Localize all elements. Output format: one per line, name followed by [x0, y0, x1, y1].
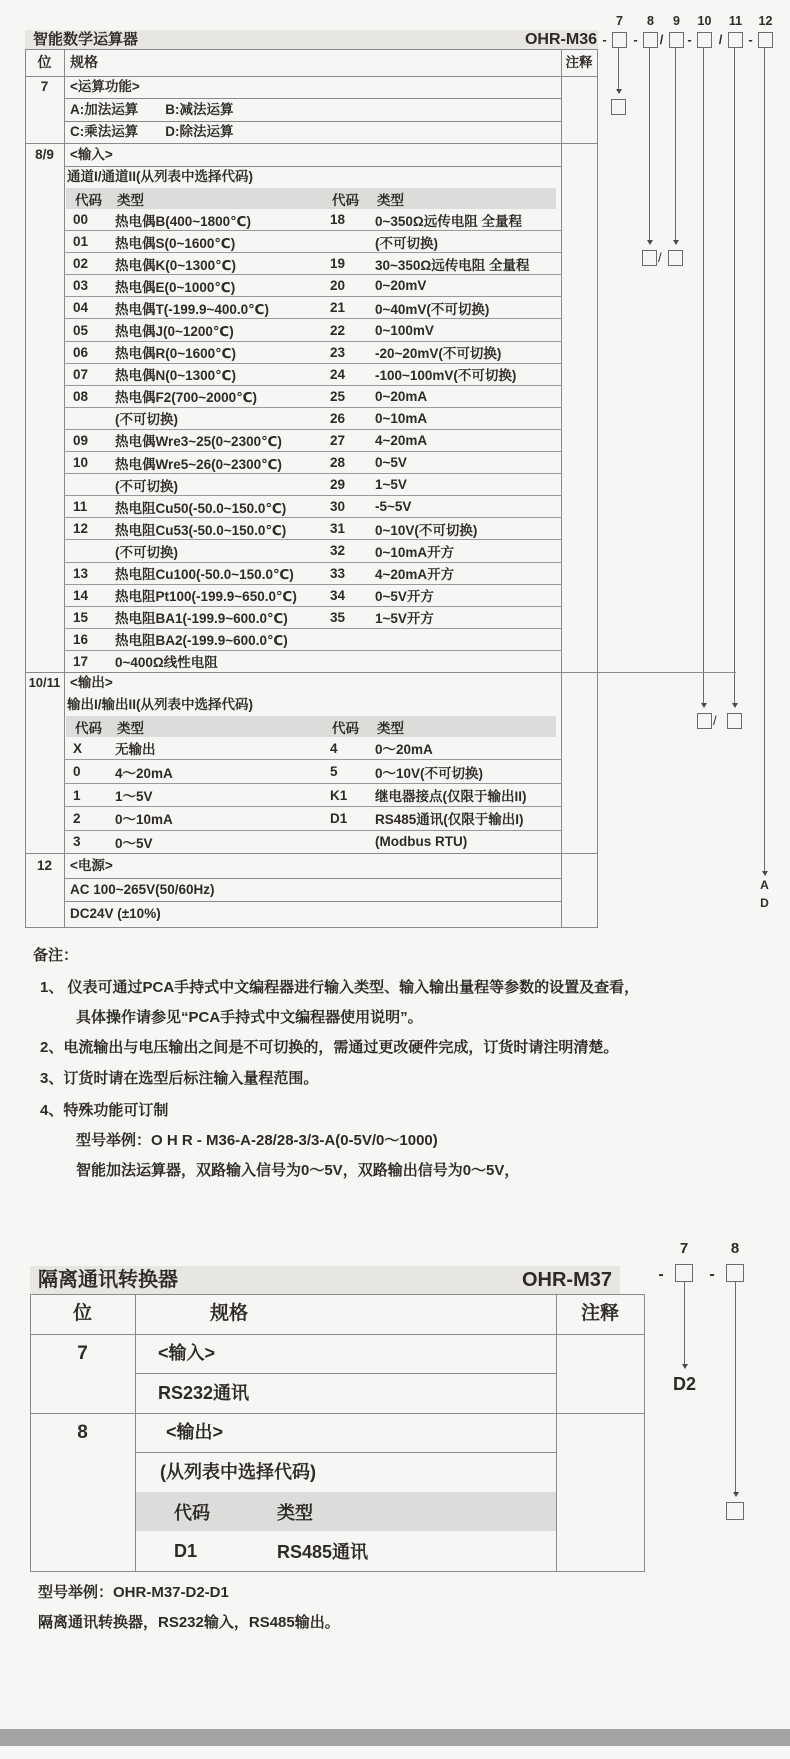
- code-cell: 22: [330, 322, 346, 338]
- code-cell: D1: [174, 1540, 198, 1561]
- m37-sec7-value: RS232通讯: [158, 1383, 250, 1403]
- code-cell: 35: [330, 609, 346, 625]
- type-cell: (不可切换): [115, 544, 178, 560]
- m36-sec1011-pos: 10/11: [28, 675, 61, 690]
- m37-example-label: 型号举例：OHR-M37-D2-D1: [38, 1584, 229, 1601]
- input-code-row: [64, 651, 561, 672]
- m36-line: [25, 49, 26, 927]
- digit-number: 8: [647, 14, 654, 28]
- m36-line: [561, 49, 562, 927]
- m36-sec89-header: <输入>: [70, 147, 113, 162]
- type-cell: RS485通讯: [277, 1542, 369, 1562]
- target-slash-1011: /: [713, 713, 717, 728]
- col-code: 代码: [332, 192, 359, 208]
- type-cell: 热电偶B(400~1800℃): [115, 213, 252, 229]
- target-box-pos11: [727, 713, 742, 729]
- code-cell: 29: [330, 477, 346, 493]
- input-code-row: [64, 496, 561, 518]
- col-code: 代码: [174, 1502, 210, 1523]
- type-cell: (不可切换): [115, 478, 178, 494]
- code-cell: 11: [73, 499, 88, 515]
- target-box-pos10: [697, 713, 712, 729]
- connector-line-pos10: [703, 48, 704, 703]
- digit-box: [758, 32, 773, 48]
- note-line: 1、 仪表可通过PCA手持式中文编程器进行输入类型、输入输出量程等参数的设置及查看，: [40, 979, 640, 996]
- code-cell: 21: [330, 300, 346, 316]
- type-cell: 0～10V(不可切换): [375, 765, 484, 781]
- output-code-row: [64, 784, 561, 807]
- target-slash-89: /: [658, 250, 662, 265]
- m36-model-code: OHR-M36: [524, 31, 597, 48]
- input-code-row: [64, 253, 561, 275]
- m36-line: [597, 49, 598, 927]
- m36-line: [25, 927, 598, 928]
- col-type: 类型: [117, 720, 144, 736]
- type-cell: -100~100mV(不可切换): [375, 368, 517, 384]
- type-cell: 热电阻BA1(-199.9~600.0℃): [115, 611, 288, 627]
- input-code-row: [64, 364, 561, 386]
- order-digit: [702, 1240, 762, 1284]
- input-code-row: [64, 563, 561, 585]
- m37-col-note: 注释: [580, 1303, 619, 1324]
- input-code-row: [64, 474, 561, 496]
- digit-separator: -: [633, 32, 638, 47]
- digit-number: 12: [758, 14, 773, 28]
- m36-sec12-pos: 12: [36, 858, 53, 873]
- m36-sec1011-header: <输出>: [70, 675, 113, 690]
- code-cell: 08: [73, 388, 89, 404]
- code-cell: 03: [73, 278, 89, 294]
- target-box-pos8: [642, 250, 657, 266]
- type-cell: 0～10mA: [115, 812, 173, 828]
- type-cell: 4~20mA: [375, 432, 428, 448]
- input-code-row: [64, 629, 561, 651]
- input-code-row: [64, 518, 561, 540]
- input-code-row: [64, 342, 561, 364]
- digit-separator: -: [687, 32, 692, 47]
- type-cell: 0~10mA开方: [375, 544, 455, 560]
- type-cell: (不可切换): [375, 235, 438, 251]
- code-cell: 3: [73, 834, 81, 850]
- m36-output-header-band: [66, 716, 556, 737]
- code-cell: 2: [73, 810, 81, 826]
- type-cell: 热电偶Wre5~26(0~2300℃): [115, 456, 282, 472]
- output-code-row: [64, 760, 561, 783]
- code-cell: 02: [73, 256, 89, 272]
- code-cell: 26: [330, 410, 346, 426]
- m36-sec89-pos: 8/9: [35, 147, 54, 162]
- m36-sec12-header: <电源>: [70, 858, 113, 873]
- m36-col-spec: 规格: [70, 54, 98, 70]
- type-cell: -20~20mV(不可切换): [375, 346, 502, 362]
- type-cell: 热电阻Pt100(-199.9~650.0℃): [115, 589, 297, 605]
- digit-number: 11: [728, 14, 743, 28]
- note-line: 2、电流输出与电压输出之间是不可切换的，需通过更改硬件完成，订货时请注明清楚。: [40, 1039, 619, 1056]
- m37-code-row: [136, 1531, 556, 1571]
- digit-separator: -: [709, 1266, 715, 1283]
- code-cell: 18: [330, 212, 346, 228]
- output-code-row: [64, 737, 561, 760]
- type-cell: -5~5V: [375, 499, 412, 515]
- code-cell: K1: [330, 787, 348, 803]
- code-cell: 20: [330, 278, 346, 294]
- output-code-row: [64, 831, 561, 853]
- type-cell: 1~5V: [375, 477, 407, 493]
- col-type: 类型: [377, 192, 404, 208]
- type-cell: 30~350Ω远传电阻 全量程: [375, 257, 530, 273]
- type-cell: 热电偶K(0~1300℃): [115, 257, 237, 273]
- input-code-row: [64, 408, 561, 430]
- order-digit: [744, 13, 790, 49]
- connector-line-pos8: [649, 48, 650, 240]
- input-code-row: [64, 275, 561, 297]
- type-cell: 0~10mA: [375, 410, 428, 426]
- target-box-pos9: [668, 250, 683, 266]
- digit-number: 7: [679, 1240, 689, 1257]
- type-cell: 4～20mA: [115, 765, 173, 781]
- input-code-row: [64, 386, 561, 408]
- digit-number: 9: [673, 14, 680, 28]
- m37-line: [30, 1571, 645, 1572]
- m37-sec8-hint: (从列表中选择代码): [160, 1462, 316, 1482]
- col-type: 类型: [377, 720, 404, 736]
- type-cell: RS485通讯(仅限于输出I): [375, 812, 524, 828]
- digit-number: 10: [697, 14, 712, 28]
- type-cell: (Modbus RTU): [375, 834, 468, 850]
- m36-input-header-band: [66, 188, 556, 209]
- code-cell: 05: [73, 322, 89, 338]
- notes-heading: 备注：: [33, 947, 79, 964]
- target-box-pos7: [611, 99, 626, 115]
- m37-col-spec: 规格: [210, 1303, 249, 1324]
- m36-sec7-row-cd: C:乘法运算 D:除法运算: [70, 124, 234, 139]
- code-cell: 04: [73, 300, 89, 316]
- m37-target-box-pos8: [726, 1502, 744, 1520]
- type-cell: 热电偶Wre3~25(0~2300℃): [115, 434, 282, 450]
- col-code: 代码: [332, 720, 359, 736]
- note-line: 具体操作请参见“PCA手持式中文编程器使用说明”。: [76, 1009, 423, 1026]
- code-cell: 23: [330, 344, 346, 360]
- input-code-row: [64, 319, 561, 341]
- note-model-example: 型号举例：O H R - M36-A-28/28-3/3-A(0-5V/0～1000): [76, 1132, 438, 1149]
- type-cell: 热电偶F2(700~2000℃): [115, 390, 258, 406]
- m37-col-pos: 位: [72, 1303, 92, 1324]
- col-type: 类型: [117, 192, 144, 208]
- digit-separator: /: [718, 32, 723, 47]
- type-cell: 热电阻Cu53(-50.0~150.0℃): [115, 522, 287, 538]
- m36-sec7-pos: 7: [40, 79, 49, 94]
- m36-sec7-row-ab: A:加法运算 B:减法运算: [70, 102, 234, 117]
- m36-power-ac: AC 100~265V(50/60Hz): [70, 882, 215, 897]
- code-cell: 19: [330, 256, 346, 272]
- code-cell: 10: [73, 455, 89, 471]
- digit-box: [728, 32, 743, 48]
- type-cell: 无输出: [115, 742, 156, 758]
- digit-box: [669, 32, 684, 48]
- type-cell: 4~20mA开方: [375, 567, 455, 583]
- code-cell: 07: [73, 366, 89, 382]
- connector-line-pos9: [675, 48, 676, 240]
- digit-separator: -: [602, 32, 607, 47]
- code-cell: 27: [330, 432, 346, 448]
- input-code-row: [64, 452, 561, 474]
- connector-line-pos12: [764, 48, 765, 871]
- input-code-row: [64, 540, 561, 562]
- type-cell: 热电偶S(0~1600℃): [115, 235, 236, 251]
- m36-line: [25, 672, 736, 673]
- type-cell: 0~100mV: [375, 322, 434, 338]
- connector-line-pos7: [618, 48, 619, 89]
- digit-separator: -: [748, 32, 753, 47]
- m36-line: [25, 49, 598, 50]
- m36-col-note: 注释: [565, 55, 593, 70]
- type-cell: 0~20mV: [375, 278, 427, 294]
- code-cell: 30: [330, 499, 346, 515]
- m37-title: 隔离通讯转换器: [38, 1269, 178, 1291]
- code-cell: 01: [73, 234, 89, 250]
- code-cell: 28: [330, 455, 346, 471]
- type-cell: 0~20mA: [375, 388, 428, 404]
- digit-box: [612, 32, 627, 48]
- m37-code-header-band: [136, 1492, 556, 1531]
- code-cell: 34: [330, 587, 346, 603]
- digit-box: [697, 32, 712, 48]
- type-cell: 0~400Ω线性电阻: [115, 655, 218, 671]
- m37-model-code: OHR-M37: [521, 1269, 612, 1291]
- m37-connector-line-pos7: [684, 1282, 685, 1364]
- code-cell: 00: [73, 212, 89, 228]
- type-cell: 热电阻Cu50(-50.0~150.0℃): [115, 500, 287, 516]
- m36-output-code-table: [64, 737, 561, 853]
- code-cell: 31: [330, 521, 346, 537]
- input-code-row: [64, 607, 561, 629]
- code-cell: 06: [73, 344, 89, 360]
- type-cell: 热电阻Cu100(-50.0~150.0℃): [115, 567, 294, 583]
- m36-title: 智能数学运算器: [33, 31, 139, 48]
- type-cell: 热电偶N(0~1300℃): [115, 368, 237, 384]
- footer-bar: [0, 1729, 790, 1746]
- code-cell: 0: [73, 764, 81, 780]
- type-cell: 0~10V(不可切换): [375, 522, 478, 538]
- power-option-dc: D: [760, 896, 769, 910]
- m37-line: [556, 1294, 557, 1571]
- digit-number: 8: [730, 1240, 740, 1257]
- note-example-desc: 智能加法运算器，双路输入信号为0～5V，双路输出信号为0～5V，: [76, 1162, 520, 1179]
- m36-power-dc: DC24V (±10%): [70, 906, 161, 921]
- type-cell: 0～5V: [115, 835, 153, 851]
- type-cell: 0～20mA: [375, 742, 433, 758]
- code-cell: 14: [73, 587, 89, 603]
- m37-line: [644, 1294, 645, 1571]
- type-cell: 1～5V: [115, 789, 153, 805]
- code-cell: 4: [330, 740, 338, 756]
- code-cell: 1: [73, 787, 81, 803]
- digit-box: [675, 1264, 693, 1282]
- type-cell: 热电阻BA2(-199.9~600.0℃): [115, 633, 288, 649]
- type-cell: 0~5V: [375, 455, 407, 471]
- code-cell: D1: [330, 810, 348, 826]
- code-cell: 32: [330, 543, 346, 559]
- m37-sec7-pos: 7: [77, 1343, 88, 1364]
- code-cell: 17: [73, 653, 89, 669]
- code-cell: X: [73, 740, 83, 756]
- type-cell: 继电器接点(仅限于输出II): [375, 789, 527, 805]
- digit-number: 7: [616, 14, 623, 28]
- digit-box: [726, 1264, 744, 1282]
- code-cell: 5: [330, 764, 338, 780]
- m37-connector-line-pos8: [735, 1282, 736, 1492]
- code-cell: 24: [330, 366, 346, 382]
- m37-target-code-d2: D2: [673, 1374, 697, 1394]
- type-cell: 热电偶J(0~1200℃): [115, 324, 234, 340]
- type-cell: 0~40mV(不可切换): [375, 301, 490, 317]
- type-cell: 热电偶R(0~1600℃): [115, 346, 237, 362]
- type-cell: 1~5V开方: [375, 611, 434, 627]
- m36-sec1011-hint: 输出I/输出II(从列表中选择代码): [67, 697, 253, 712]
- col-code: 代码: [75, 720, 102, 736]
- code-cell: 15: [73, 609, 89, 625]
- m37-sec8-header: <输出>: [166, 1422, 224, 1442]
- m36-sec89-hint: 通道I/通道II(从列表中选择代码): [67, 169, 253, 184]
- type-cell: 热电偶E(0~1000℃): [115, 279, 236, 295]
- m36-sec7-header: <运算功能>: [70, 79, 140, 94]
- connector-line-pos11: [734, 48, 735, 703]
- note-line: 3、订货时请在选型后标注输入量程范围。: [40, 1070, 319, 1087]
- type-cell: 0~350Ω远传电阻 全量程: [375, 213, 522, 229]
- code-cell: 25: [330, 388, 346, 404]
- digit-separator: -: [658, 1266, 664, 1283]
- output-code-row: [64, 807, 561, 830]
- note-line: 4、特殊功能可订制: [40, 1102, 169, 1119]
- type-cell: 热电偶T(-199.9~400.0℃): [115, 301, 270, 317]
- type-cell: 0~5V开方: [375, 589, 434, 605]
- col-type: 类型: [277, 1502, 313, 1523]
- input-code-row: [64, 430, 561, 452]
- type-cell: (不可切换): [115, 412, 178, 428]
- col-code: 代码: [75, 192, 102, 208]
- code-cell: 16: [73, 631, 89, 647]
- code-cell: 09: [73, 432, 89, 448]
- m36-input-code-table: [64, 209, 561, 672]
- m37-sec7-header: <输入>: [158, 1343, 216, 1363]
- code-cell: 13: [73, 565, 89, 581]
- m37-example-desc: 隔离通讯转换器，RS232输入，RS485输出。: [38, 1614, 340, 1631]
- input-code-row: [64, 209, 561, 231]
- code-cell: 33: [330, 565, 346, 581]
- power-option-ac: A: [760, 878, 769, 892]
- input-code-row: [64, 585, 561, 607]
- code-cell: 12: [73, 521, 89, 537]
- m37-sec8-pos: 8: [77, 1422, 88, 1443]
- input-code-row: [64, 297, 561, 319]
- digit-separator: /: [659, 32, 664, 47]
- input-code-row: [64, 231, 561, 253]
- m36-col-pos: 位: [37, 54, 52, 70]
